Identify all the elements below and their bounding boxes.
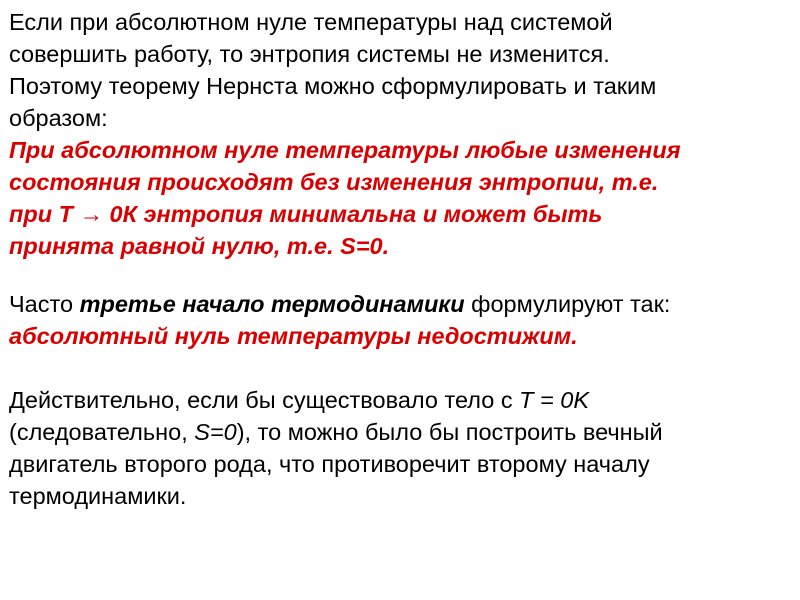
text-line: [9, 416, 784, 448]
formula-s-zero: S=0: [194, 419, 237, 445]
third-law-statement: абсолютный нуль температуры недостижим.: [9, 323, 578, 349]
third-law-term: третье начало термодинамики: [79, 291, 465, 317]
text-suffix: формулируют так:: [464, 291, 671, 317]
text-line: образом:: [9, 105, 108, 131]
text-fragment: ), то можно было бы построить вечный: [236, 419, 663, 445]
text-line: Если при абсолютном нуле температуры над системой: [9, 9, 613, 35]
text-fragment: Действительно, если бы существовало тело с: [9, 387, 520, 413]
text-line: двигатель второго рода, что противоречит второму началу: [9, 451, 650, 477]
emphasis-line: при T → 0К энтропия минимальна и может быть: [9, 201, 603, 227]
text-prefix: Часто: [9, 291, 80, 317]
text-line: [9, 288, 784, 320]
emphasis-line: принята равной нулю, т.е. S=0.: [9, 233, 390, 259]
text-line: термодинамики.: [9, 483, 187, 509]
text-fragment: (следовательно,: [9, 419, 195, 445]
paragraph-nernst-theorem: [9, 6, 784, 262]
paragraph-third-law: [9, 288, 784, 352]
text-line: совершить работу, то энтропия системы не изменится.: [9, 41, 610, 67]
text-line: [9, 384, 784, 416]
paragraph-explanation: [9, 384, 784, 512]
emphasis-line: При абсолютном нуле температуры любые изменения: [9, 137, 681, 163]
emphasis-line: состояния происходят без изменения энтропии, т.е.: [9, 169, 659, 195]
text-line: Поэтому теорему Нернста можно сформулировать и таким: [9, 73, 657, 99]
formula-t-zero: T = 0K: [519, 387, 589, 413]
